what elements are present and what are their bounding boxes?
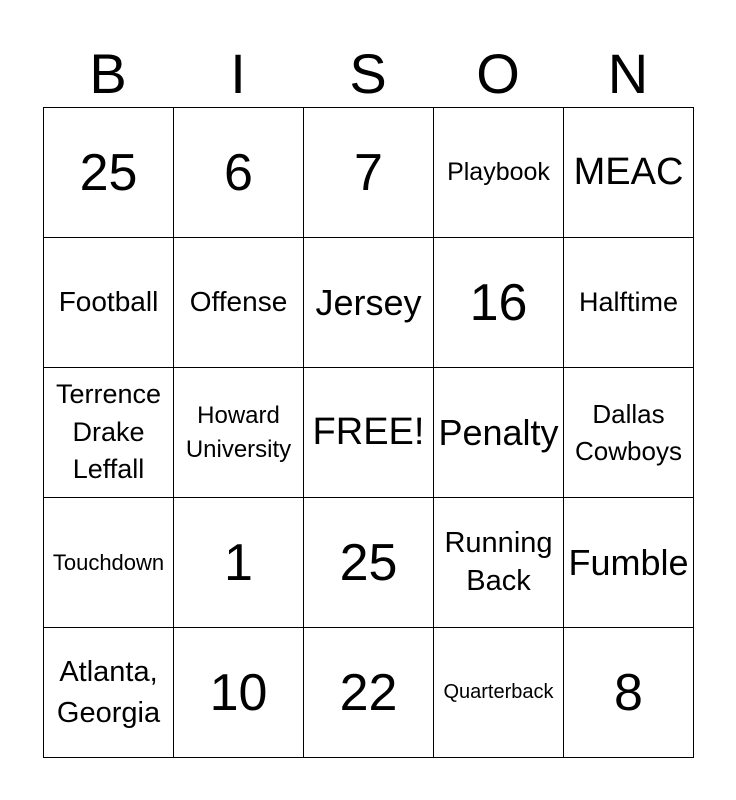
cell-text: Playbook bbox=[447, 158, 550, 187]
bingo-grid bbox=[43, 107, 694, 758]
bingo-cell-r1c4[interactable] bbox=[434, 108, 564, 238]
cell-text: MEAC bbox=[573, 150, 684, 193]
bingo-cell-r4c1[interactable] bbox=[44, 498, 174, 628]
bingo-cell-r2c4[interactable] bbox=[434, 238, 564, 368]
bingo-cell-r3c5[interactable] bbox=[564, 368, 694, 498]
bingo-cell-r4c4[interactable] bbox=[434, 498, 564, 628]
cell-text: Atlanta, Georgia bbox=[56, 655, 161, 729]
bingo-cell-r1c1[interactable] bbox=[44, 108, 174, 238]
header-letter-s: S bbox=[349, 42, 387, 105]
bingo-cell-r1c5[interactable] bbox=[564, 108, 694, 238]
bingo-card bbox=[43, 40, 693, 729]
header-letter-n: N bbox=[607, 42, 649, 105]
cell-text: 8 bbox=[614, 663, 643, 722]
cell-text: Quarterback bbox=[443, 681, 554, 703]
bingo-cell-r5c1[interactable] bbox=[44, 628, 174, 758]
cell-text: Dallas Cowboys bbox=[575, 399, 682, 466]
cell-text: Running Back bbox=[444, 526, 553, 597]
header-letter-i: I bbox=[230, 42, 246, 105]
cell-text: Touchdown bbox=[52, 549, 165, 575]
bingo-cell-r4c5[interactable] bbox=[564, 498, 694, 628]
cell-text: 7 bbox=[354, 143, 383, 202]
header-letter-o: O bbox=[476, 42, 520, 105]
bingo-header bbox=[43, 40, 693, 108]
cell-text: 22 bbox=[339, 663, 398, 722]
cell-text: Howard University bbox=[185, 401, 292, 463]
bingo-cell-r2c3[interactable] bbox=[304, 238, 434, 368]
bingo-cell-r1c2[interactable] bbox=[174, 108, 304, 238]
bingo-cell-r3c4[interactable] bbox=[434, 368, 564, 498]
bingo-cell-r4c3[interactable] bbox=[304, 498, 434, 628]
cell-text: Fumble bbox=[568, 541, 689, 583]
cell-text: 1 bbox=[224, 533, 253, 592]
bingo-cell-r2c1[interactable] bbox=[44, 238, 174, 368]
cell-text: Penalty bbox=[438, 411, 559, 453]
bingo-cell-r5c3[interactable] bbox=[304, 628, 434, 758]
cell-text: 25 bbox=[79, 143, 138, 202]
header-letter-b: B bbox=[89, 42, 127, 105]
bingo-cell-r5c2[interactable] bbox=[174, 628, 304, 758]
bingo-cell-r2c5[interactable] bbox=[564, 238, 694, 368]
bingo-cell-r4c2[interactable] bbox=[174, 498, 304, 628]
cell-text: Offense bbox=[189, 286, 288, 318]
bingo-cell-r2c2[interactable] bbox=[174, 238, 304, 368]
cell-text: 10 bbox=[209, 663, 268, 722]
cell-text: FREE! bbox=[312, 410, 425, 453]
cell-text: Football bbox=[58, 286, 159, 318]
cell-text: Jersey bbox=[315, 281, 422, 323]
cell-text: 25 bbox=[339, 533, 398, 592]
bingo-cell-r3c2[interactable] bbox=[174, 368, 304, 498]
cell-text: 6 bbox=[224, 143, 253, 202]
bingo-cell-r3c1[interactable] bbox=[44, 368, 174, 498]
cell-text: Halftime bbox=[578, 286, 679, 317]
bingo-cell-r3c3[interactable] bbox=[304, 368, 434, 498]
bingo-cell-r5c5[interactable] bbox=[564, 628, 694, 758]
bingo-cell-r1c3[interactable] bbox=[304, 108, 434, 238]
bingo-cell-r5c4[interactable] bbox=[434, 628, 564, 758]
cell-text: Terrence Drake Leffall bbox=[55, 378, 162, 485]
cell-text: 16 bbox=[469, 273, 528, 332]
